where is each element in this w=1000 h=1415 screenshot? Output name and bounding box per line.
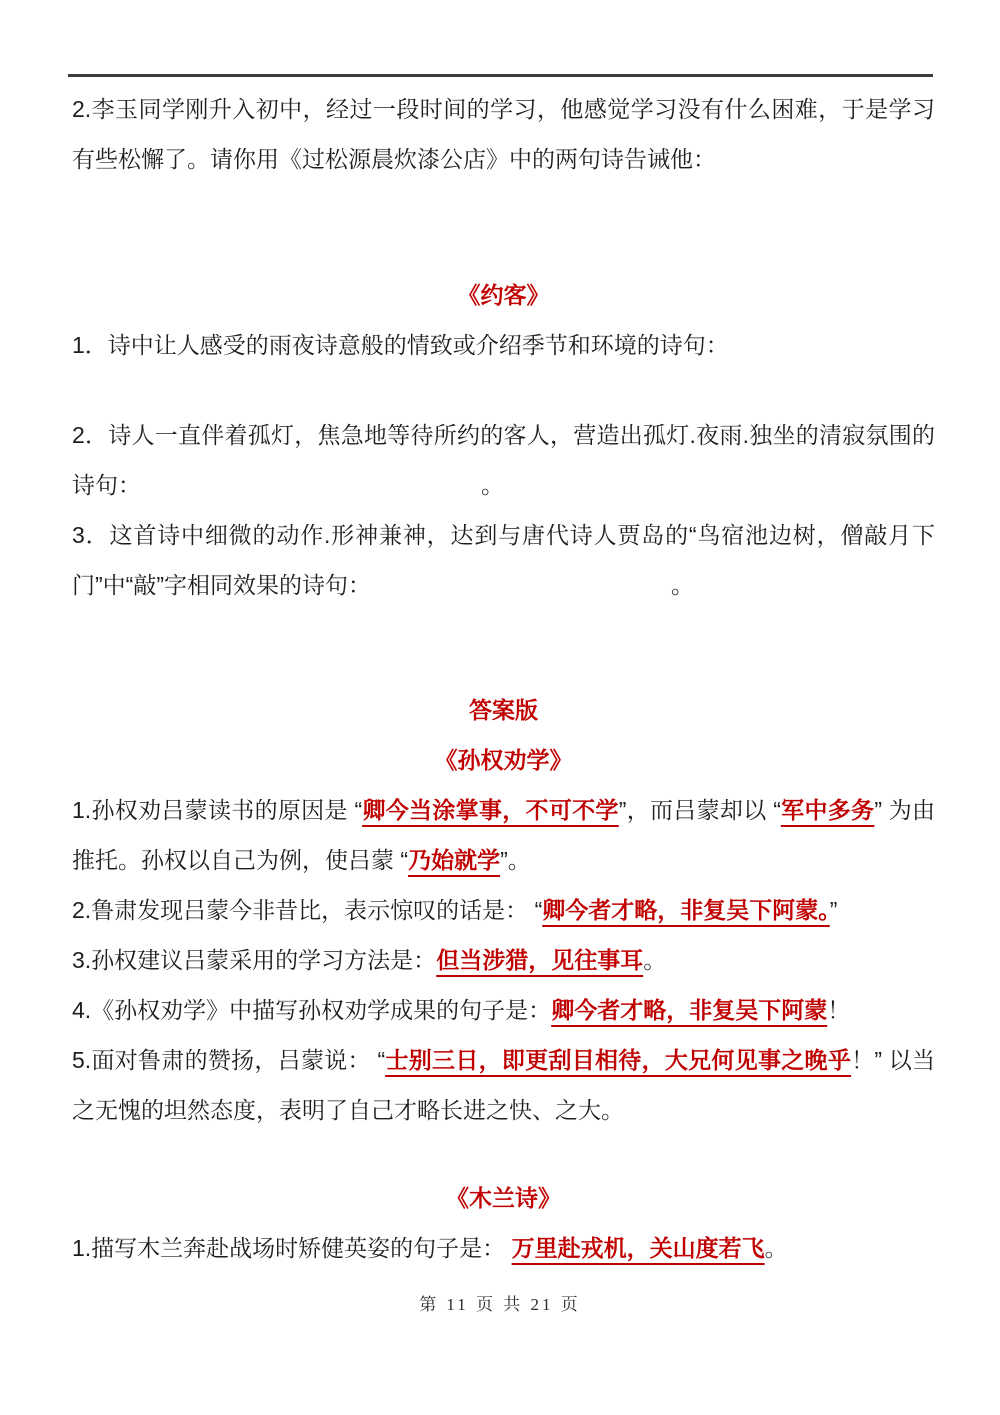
answer-highlight: 卿今者才略，非复吴下阿蒙 (551, 997, 828, 1023)
yueke-question-2 (72, 410, 935, 510)
answer-1-end: ”。 (500, 847, 531, 873)
mulan-section-title: 《木兰诗》 (446, 1185, 561, 1211)
yueke-question-3-period: 。 (670, 572, 694, 598)
answer-2-pre: 2.鲁肃发现吕蒙今非昔比，表示惊叹的话是： “ (72, 897, 543, 923)
mulan-answer-1 (72, 1223, 935, 1273)
sunquan-answer-4 (72, 985, 935, 1035)
answer-2-end: ” (829, 897, 838, 923)
answer-highlight: 卿今者才略，非复吴下阿蒙。 (542, 897, 830, 923)
answer-3-end: 。 (643, 947, 667, 973)
answer-highlight: 士别三日，即更刮目相待，大兄何见事之晚乎 (385, 1047, 852, 1073)
yueke-question-1: 1．诗中让人感受的雨夜诗意般的情致或介绍季节和环境的诗句： (72, 332, 729, 358)
mulan-1-end: 。 (764, 1235, 788, 1261)
sunquan-answer-2 (72, 885, 935, 935)
answer-5-pre: 5.面对鲁肃的赞扬，吕蒙说： “ (72, 1047, 386, 1073)
answer-highlight: 军中多务 (780, 797, 875, 823)
answer-1-mid2: ” 为由推托。孙权以自己为例，使吕蒙 “ (72, 797, 936, 873)
yueke-question-2-period: 。 (481, 472, 504, 498)
answer-4-end: ！ (827, 997, 851, 1023)
answer-highlight: 但当涉猎，见往事耳 (436, 947, 644, 973)
answer-highlight: 乃始就学 (408, 847, 501, 873)
yueke-question-3-text: 3．这首诗中细微的动作.形神兼神，达到与唐代诗人贾岛的“鸟宿池边树，僧敲月下门”中“敲”字相同效果的诗句： (72, 522, 935, 598)
mulan-1-pre: 1.描写木兰奔赴战场时矫健英姿的句子是： (72, 1235, 512, 1261)
yueke-section-title: 《约客》 (457, 282, 550, 308)
document-content (72, 0, 935, 1273)
answer-1-pre: 1.孙权劝吕蒙读书的原因是 “ (72, 797, 363, 823)
sunquan-answer-3 (72, 935, 935, 985)
answer-highlight: 万里赴戎机，关山度若飞 (511, 1235, 765, 1261)
answer-3-pre: 3.孙权建议吕蒙采用的学习方法是： (72, 947, 437, 973)
answer-highlight: 卿今当涂掌事，不可不学 (362, 797, 619, 823)
yueke-question-3 (72, 510, 935, 610)
intro-question: 2.李玉同学刚升入初中，经过一段时间的学习，他感觉学习没有什么困难，于是学习有些松懈了。请你用《过松源晨炊漆公店》中的两句诗告诫他： (72, 96, 935, 172)
answer-4-pre: 4.《孙权劝学》中描写孙权劝学成果的句子是： (72, 997, 552, 1023)
answers-section-title: 答案版 (469, 697, 538, 723)
page-number-footer: 第 11 页 共 21 页 (419, 1295, 581, 1314)
answer-1-mid: ”，而吕蒙却以 “ (618, 797, 781, 823)
yueke-question-2-text: 2．诗人一直伴着孤灯，焦急地等待所约的客人，营造出孤灯.夜雨.独坐的清寂氛围的诗句： (72, 422, 935, 498)
sunquan-answer-1 (72, 785, 935, 885)
sunquan-section-title: 《孙权劝学》 (434, 747, 573, 773)
answer-5-end: ！” 以当之无愧的坦然态度，表明了自己才略长进之快、之大。 (72, 1047, 936, 1123)
sunquan-answer-5 (72, 1035, 935, 1135)
